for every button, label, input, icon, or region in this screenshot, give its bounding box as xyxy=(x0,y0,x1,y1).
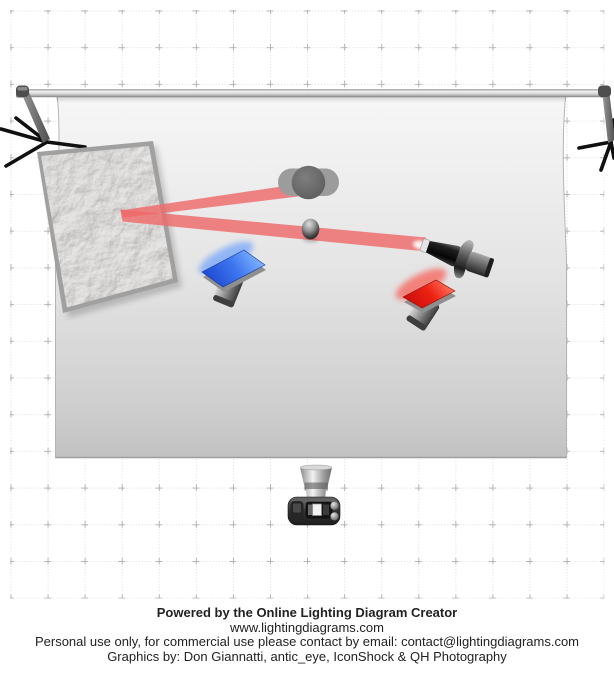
model-head xyxy=(292,166,326,200)
footer-credits xyxy=(0,599,614,664)
backdrop-crossbar xyxy=(17,90,609,98)
footer-powered-by: Powered by the Online Lighting Diagram Creator xyxy=(156,605,458,620)
footer-license: Personal use only, for commercial use please contact by email: contact@lightingdiagrams.com xyxy=(34,634,580,650)
footer-url: www.lightingdiagrams.com xyxy=(230,619,384,635)
camera-dial xyxy=(330,512,338,520)
prop-sphere[interactable] xyxy=(302,219,320,243)
footer-graphics-credit: Graphics by: Don Giannatti, antic_eye, IconShock & QH Photography xyxy=(107,648,507,664)
camera-dial xyxy=(330,502,338,510)
camera-lcd xyxy=(313,504,322,516)
subject-model[interactable] xyxy=(278,166,339,200)
